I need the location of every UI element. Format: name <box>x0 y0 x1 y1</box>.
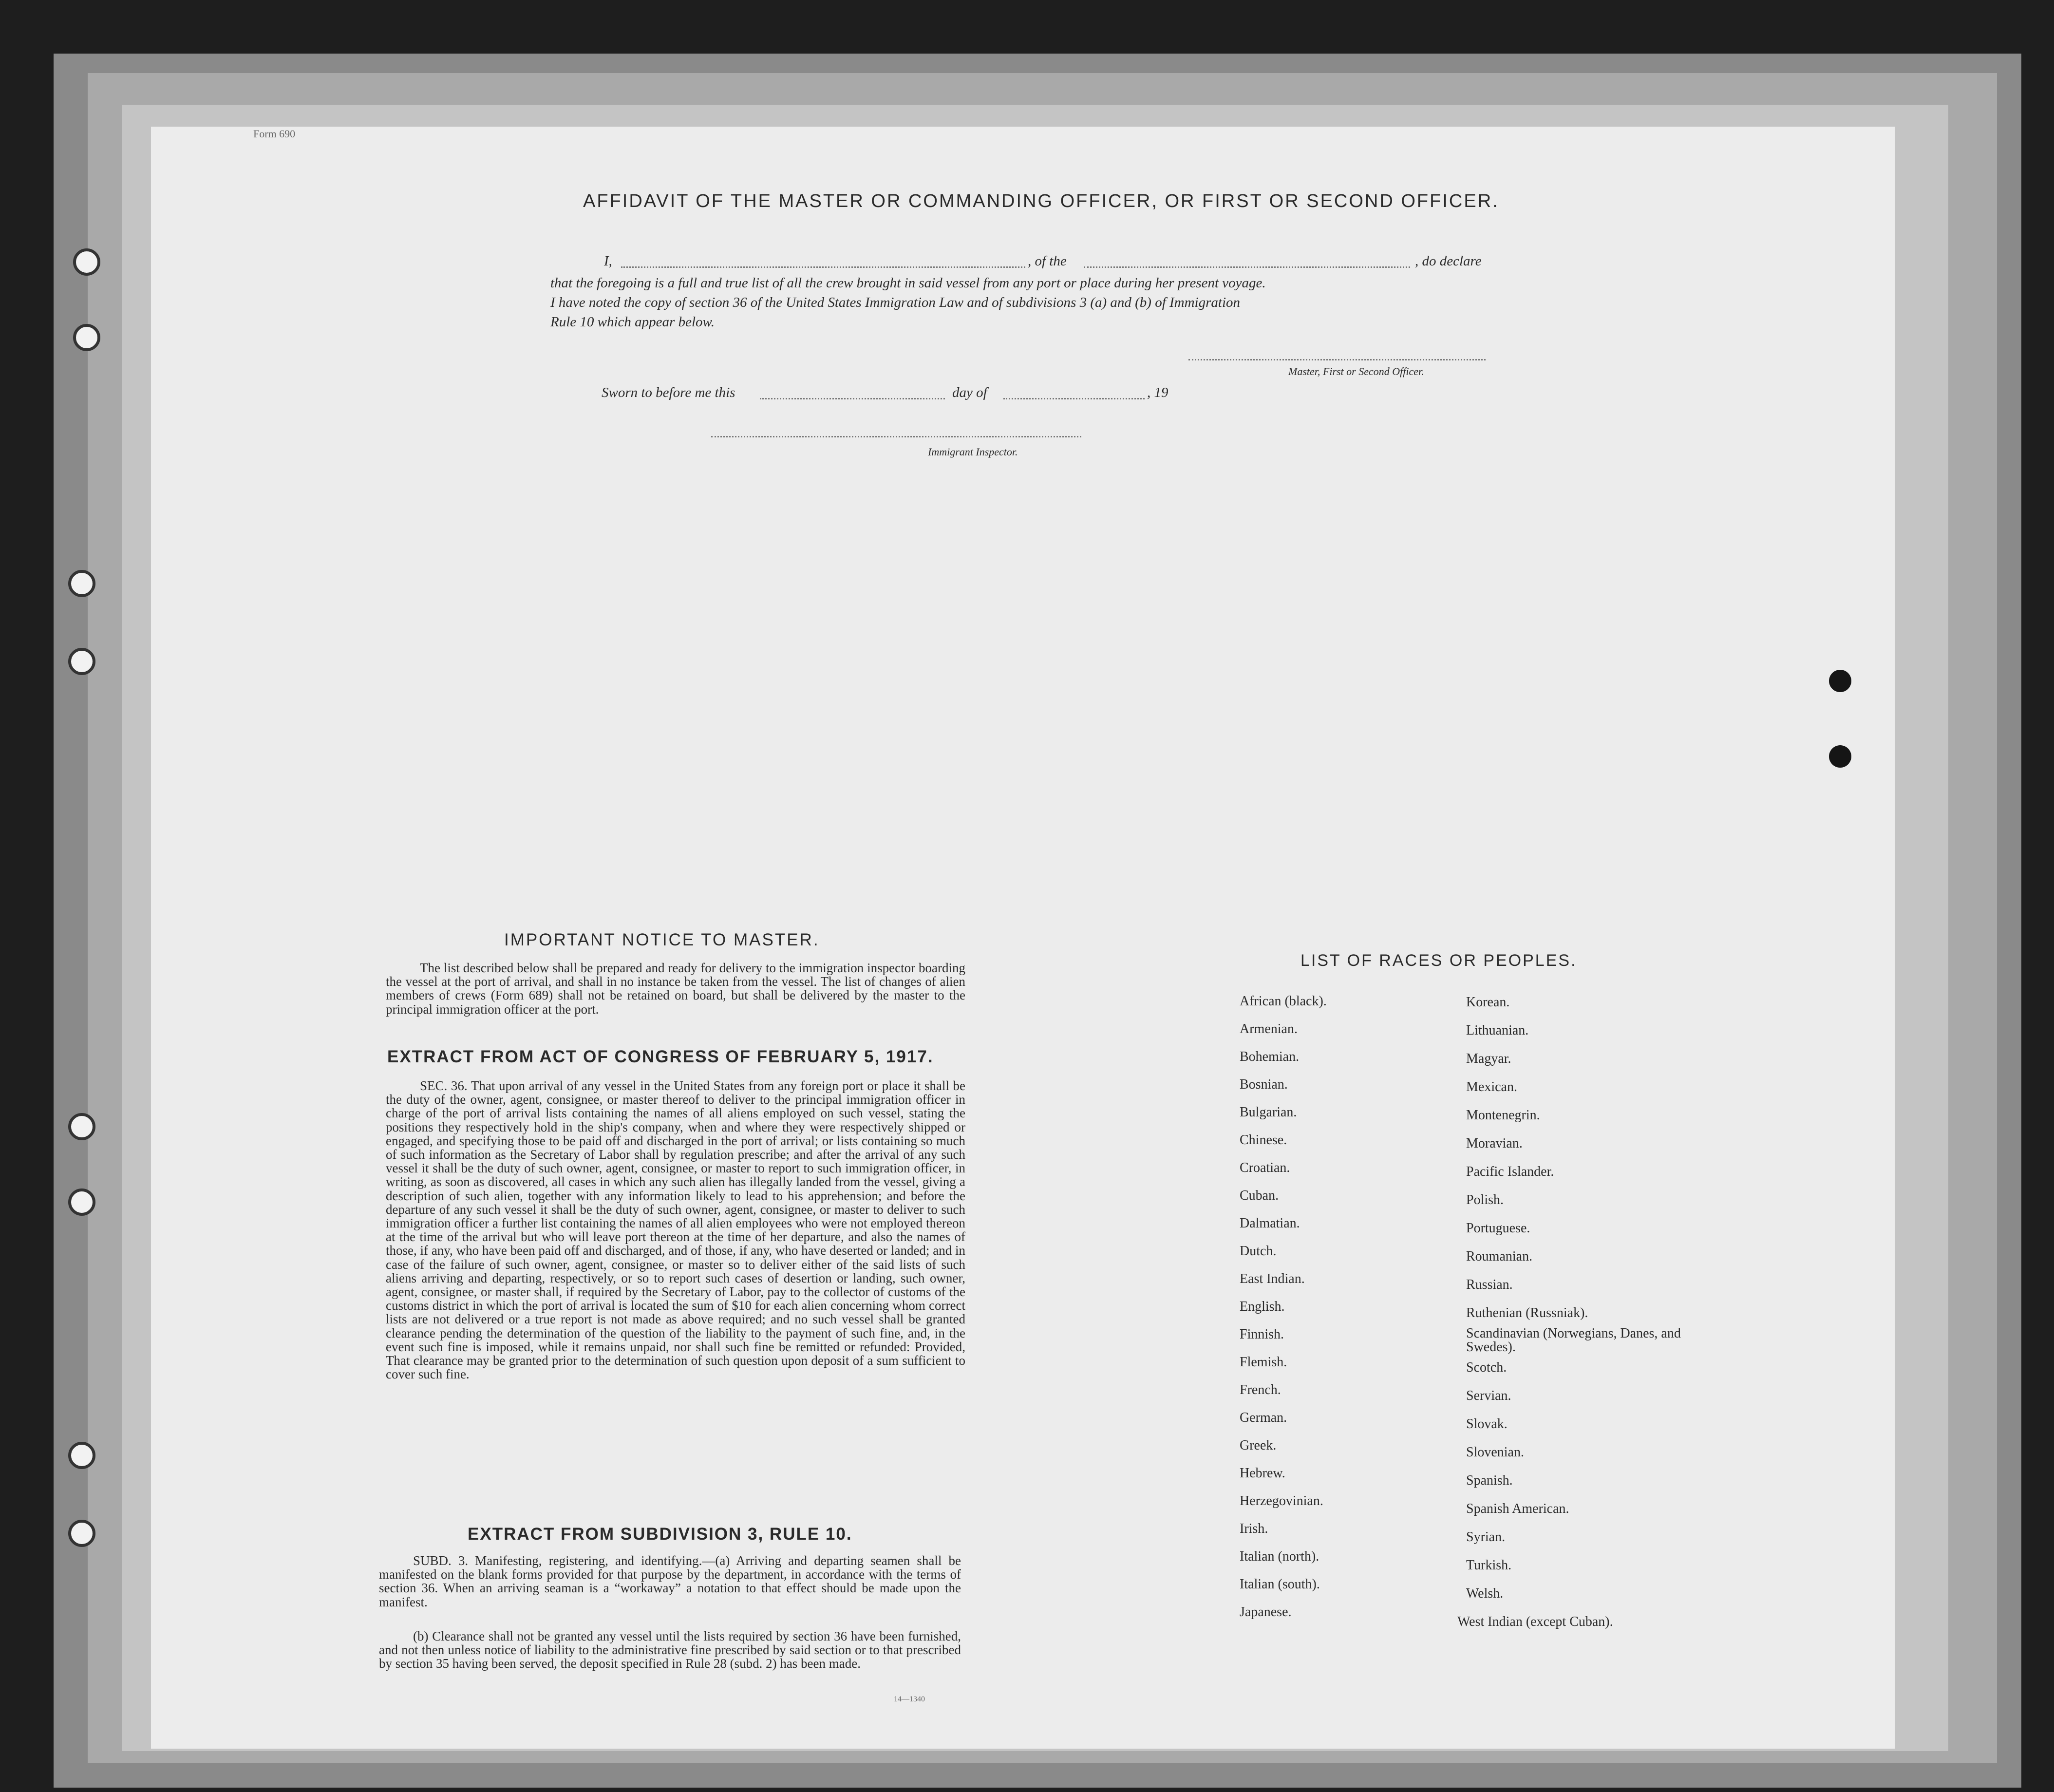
notice-title: IMPORTANT NOTICE TO MASTER. <box>504 930 820 949</box>
master-caption: Master, First or Second Officer. <box>1288 365 1424 377</box>
race-item: Welsh. <box>1466 1586 1504 1601</box>
race-item: Irish. <box>1240 1521 1268 1536</box>
race-item: Chinese. <box>1240 1132 1287 1148</box>
punch-hole <box>73 248 100 276</box>
day-of-text: day of <box>952 385 987 400</box>
race-item: Hebrew. <box>1240 1466 1285 1481</box>
races-title: LIST OF RACES OR PEOPLES. <box>1300 951 1577 970</box>
race-item: Armenian. <box>1240 1021 1298 1037</box>
race-item: Flemish. <box>1240 1355 1287 1370</box>
race-item: Dalmatian. <box>1240 1216 1300 1231</box>
affidavit-declare: , do declare <box>1415 253 1482 269</box>
vessel-blank <box>1084 265 1410 268</box>
race-item: Croatian. <box>1240 1160 1290 1175</box>
punch-hole <box>68 648 95 675</box>
affidavit-i: I, <box>604 253 612 269</box>
race-item: Bohemian. <box>1240 1049 1300 1064</box>
race-item: Bosnian. <box>1240 1077 1288 1092</box>
race-item: Scotch. <box>1466 1360 1507 1375</box>
form-number: Form 690 <box>253 128 296 140</box>
race-item: German. <box>1240 1410 1287 1425</box>
rule-subd-a: SUBD. 3. Manifesting, registering, and identifying.—(a) Arriving and departing seamen shall be manifested on the blank forms provided for that purpose by the department, in accordance with the terms of section 36. When an arriving seaman is a “workaway” a notation to that effect should be made upon the manifest. <box>379 1553 961 1609</box>
race-item: Italian (north). <box>1240 1549 1319 1564</box>
race-item: Lithuanian. <box>1466 1023 1529 1038</box>
race-item: Finnish. <box>1240 1327 1284 1342</box>
race-item: Montenegrin. <box>1466 1108 1540 1123</box>
footnote: 14—1340 <box>894 1695 925 1703</box>
race-item: Polish. <box>1466 1192 1504 1207</box>
affidavit-title: AFFIDAVIT OF THE MASTER OR COMMANDING OFFICER, OR FIRST OR SECOND OFFICER. <box>583 191 1499 211</box>
race-item: Japanese. <box>1240 1604 1292 1620</box>
rule-title: EXTRACT FROM SUBDIVISION 3, RULE 10. <box>468 1525 852 1544</box>
punch-hole <box>68 1188 95 1216</box>
race-item: Turkish. <box>1466 1558 1512 1573</box>
race-item: Scandinavian (Norwegians, Danes, and Swedes). <box>1466 1326 1681 1355</box>
race-item: Russian. <box>1466 1277 1513 1292</box>
race-item: English. <box>1240 1299 1285 1314</box>
race-item: Magyar. <box>1466 1051 1511 1066</box>
race-item: Cuban. <box>1240 1188 1279 1203</box>
race-item: Bulgarian. <box>1240 1105 1297 1120</box>
race-item: West Indian (except Cuban). <box>1457 1614 1613 1629</box>
punch-hole <box>73 324 100 351</box>
year-text: , 19 <box>1147 385 1168 400</box>
race-item: Ruthenian (Russniak). <box>1466 1305 1588 1320</box>
punch-hole-dark <box>1829 670 1851 692</box>
race-item: East Indian. <box>1240 1271 1305 1286</box>
punch-hole <box>68 1520 95 1547</box>
race-item: Portuguese. <box>1466 1221 1530 1236</box>
affidavit-line-4: Rule 10 which appear below. <box>550 314 715 330</box>
month-blank <box>1003 397 1145 399</box>
race-item: Spanish. <box>1466 1473 1513 1488</box>
race-item: Servian. <box>1466 1388 1511 1403</box>
affidavit-line-2: that the foregoing is a full and true list of all the crew brought in said vessel from any port or place during her present voyage. <box>550 275 1266 291</box>
race-item: Korean. <box>1466 995 1510 1010</box>
race-item: Pacific Islander. <box>1466 1164 1554 1179</box>
race-item: Slovenian. <box>1466 1445 1524 1460</box>
act-title: EXTRACT FROM ACT OF CONGRESS OF FEBRUARY 5, 1917. <box>387 1047 934 1066</box>
race-item: French. <box>1240 1382 1281 1397</box>
race-item: Syrian. <box>1466 1529 1506 1545</box>
race-item: Moravian. <box>1466 1136 1523 1151</box>
signature-blank <box>1188 358 1486 360</box>
act-section-36: SEC. 36. That upon arrival of any vessel in the United States from any foreign port or place it shall be the duty of the owner, agent, consignee, or master thereof to deliver to the principal immigration officer in charge of the port of arrival lists containing the names of all aliens employed on such vessel, stating the positions they respectively hold in the ship's company, when and where they were respectively shipped or engaged, and specifying those to be paid off and discharged in the port of arrival; or lists containing so much of such information as the Secretary of Labor shall by regulation prescribe; and after the arrival of any such vessel it shall be the duty of such owner, agent, consignee, or master to report to such immigration officer, in writing, as soon as discovered, all cases in which any such alien has illegally landed from the vessel, giving a description of such alien, together with any information likely to lead to his apprehension; and before the departure of any such vessel it shall be the duty of such owner, agent, consignee, or master to deliver to such immigration officer a further list containing the names of all alien employees who were not employed thereon at the time of the arrival but who will leave port thereon at the time of her departure, and also the names of those, if any, who have been paid off and discharged, and of those, if any, who have deserted or landed; and in case of the failure of such owner, agent, consignee, or master so to deliver either of the said lists of such aliens arriving and departing, respectively, or so to report such cases of desertion or landing, such owner, agent, consignee, or master shall, if required by the Secretary of Labor, pay to the collector of customs of the customs district in which the port of arrival is located the sum of $10 for each alien concerning whom correct lists are not delivered or a true report is not made as above required; and no such vessel shall be granted clearance pending the determination of the question of the liability to the payment of such fine, and, in the event such fine is imposed, while it remains unpaid, nor shall such fine be remitted or refunded: Provided, That clearance may be granted prior to the determination of such question upon deposit of a sum sufficient to cover such fine. <box>386 1078 965 1382</box>
race-item: Italian (south). <box>1240 1577 1320 1592</box>
punch-hole <box>68 1442 95 1469</box>
punch-hole-dark <box>1829 745 1851 768</box>
inspector-caption: Immigrant Inspector. <box>928 446 1018 458</box>
race-item: Spanish American. <box>1466 1501 1569 1516</box>
notice-paragraph: The list described below shall be prepared and ready for delivery to the immigration inspector boarding the vessel at the port of arrival, and shall in no instance be taken from the vessel. The list of changes of alien members of crews (Form 689) shall not be retained on board, but shall be delivered by the master to the principal immigration officer at the port. <box>386 961 965 1017</box>
race-item: Roumanian. <box>1466 1249 1533 1264</box>
rule-subd-b: (b) Clearance shall not be granted any vessel until the lists required by section 36 have been furnished, and not then unless notice of liability to the administrative fine prescribed by said section or to that prescribed by section 35 having been served, the deposit specified in Rule 28 (subd. 2) has been made. <box>379 1629 961 1671</box>
sworn-day-blank <box>760 397 945 399</box>
race-item: Dutch. <box>1240 1244 1277 1259</box>
inspector-blank <box>711 435 1081 437</box>
punch-hole <box>68 570 95 597</box>
race-item: African (black). <box>1240 994 1327 1009</box>
punch-hole <box>68 1113 95 1140</box>
race-item: Slovak. <box>1466 1416 1508 1432</box>
affidavit-line-3: I have noted the copy of section 36 of the United States Immigration Law and of subdivisions 3 (a) and (b) of Immigration <box>550 295 1241 310</box>
affidavit-of-the: , of the <box>1028 253 1067 269</box>
race-item: Herzegovinian. <box>1240 1493 1323 1509</box>
sworn-text: Sworn to before me this <box>602 385 735 400</box>
race-item: Mexican. <box>1466 1079 1517 1094</box>
name-blank <box>621 265 1025 268</box>
race-item: Greek. <box>1240 1438 1277 1453</box>
